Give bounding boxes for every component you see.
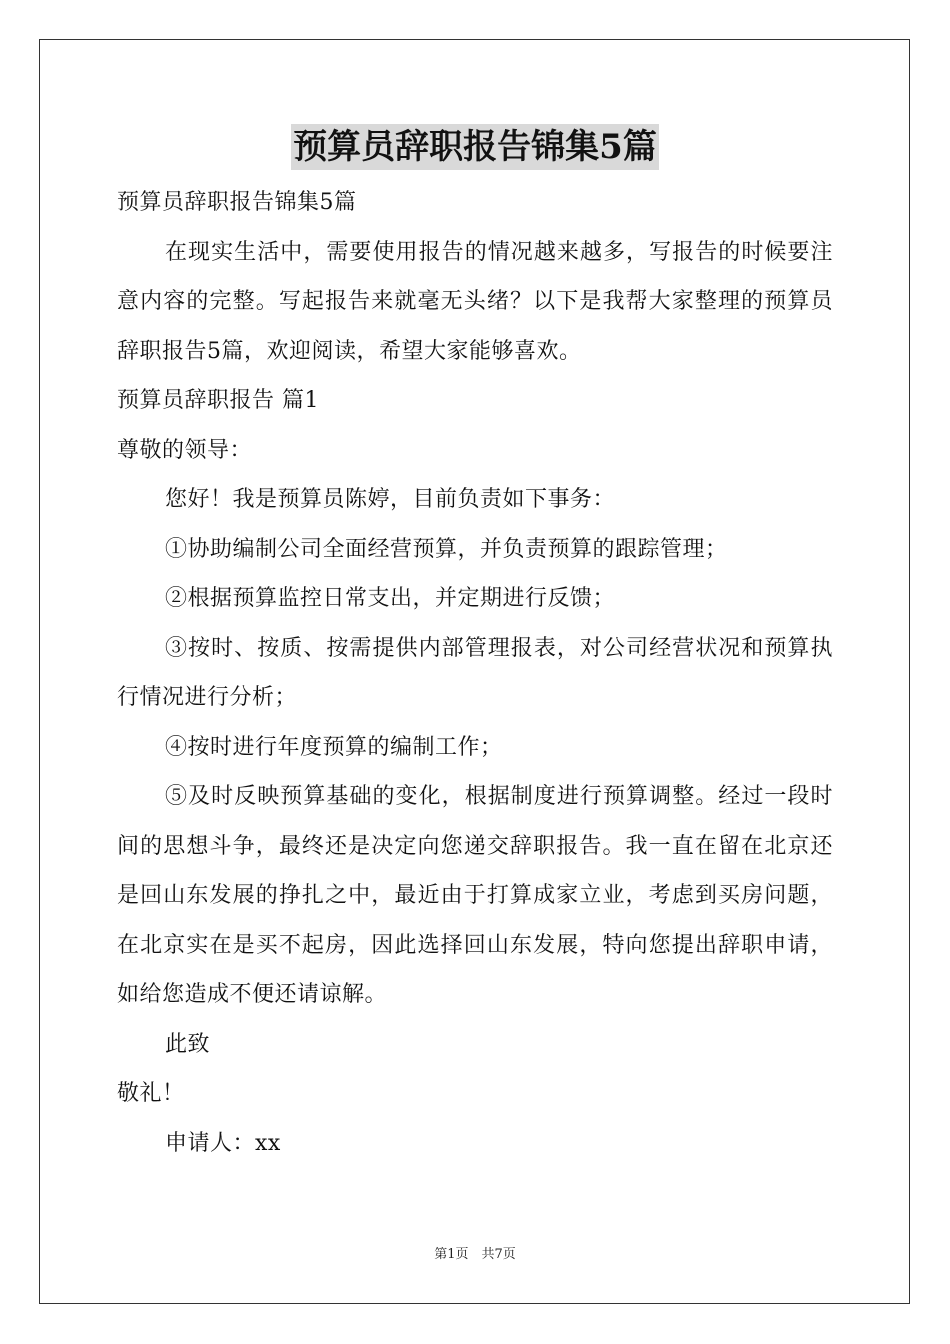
closing-line-1: 此致 <box>165 1031 211 1057</box>
duty-item-5: ⑤及时反映预算基础的变化，根据制度进行预算调整。经过一段时间的思想斗争，最终还是决定向您递交辞职报告。我一直在留在北京还是回山东发展的挣扎之中，最近由于打算成家立业，考虑到买房问题，在北京实在是买不起房，因此选择回山东发展，特向您提出辞职申请，如给您造成不便还请谅解。 <box>117 784 833 1007</box>
signature-line: 申请人：xx <box>165 1130 281 1156</box>
duty-item-2: ②根据预算监控日常支出，并定期进行反馈； <box>165 586 616 611</box>
salutation: 尊敬的领导： <box>117 437 253 463</box>
page-footer <box>0 1246 950 1264</box>
document-body <box>117 178 833 1168</box>
section-heading: 预算员辞职报告 篇1 <box>117 388 319 413</box>
closing-line-2: 敬礼！ <box>117 1081 185 1106</box>
duty-item-4: ④按时进行年度预算的编制工作； <box>165 734 503 760</box>
document-title: 预算员辞职报告锦集5篇 <box>291 124 659 170</box>
greeting-paragraph: 您好！我是预算员陈婷，目前负责如下事务： <box>165 487 616 512</box>
duty-item-3: ③按时、按质、按需提供内部管理报表，对公司经营状况和预算执行情况进行分析； <box>117 635 833 710</box>
document-subtitle: 预算员辞职报告锦集5篇 <box>117 190 357 215</box>
page-number: 第1页 共7页 <box>434 1247 516 1262</box>
title-container <box>0 124 950 170</box>
duty-item-1: ①协助编制公司全面经营预算，并负责预算的跟踪管理； <box>165 536 728 562</box>
intro-paragraph: 在现实生活中，需要使用报告的情况越来越多，写报告的时候要注意内容的完整。写起报告来就毫无头绪？以下是我帮大家整理的预算员辞职报告5篇，欢迎阅读，希望大家能够喜欢。 <box>117 239 833 364</box>
